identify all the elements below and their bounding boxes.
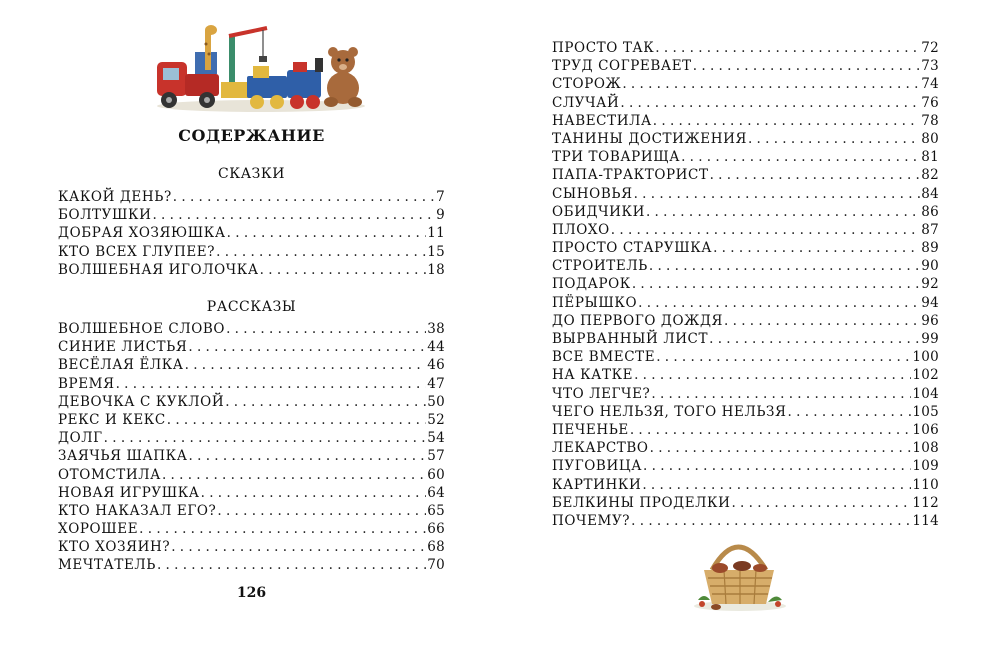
toc-entry-page: 18 [427, 261, 445, 278]
toc-leader-dots [630, 422, 911, 438]
toc-entry [552, 349, 939, 367]
toc-entry [58, 376, 445, 394]
toc-leader-dots [649, 258, 920, 274]
toc-entry-title: ВЫРВАННЫЙ ЛИСТ [552, 331, 709, 347]
toc-entry-title: ТАНИНЫ ДОСТИЖЕНИЯ [552, 130, 747, 147]
toc-entry [58, 394, 445, 412]
toc-entry-page: 112 [912, 494, 939, 511]
toc-entry-page: 99 [921, 331, 939, 347]
toc-leader-dots [116, 376, 427, 392]
toc-leader-dots [157, 557, 426, 573]
toc-entry [552, 458, 939, 476]
toc-entry-title: ЧЕГО НЕЛЬЗЯ, ТОГО НЕЛЬЗЯ [552, 403, 787, 420]
toc-entry-title: БЕЛКИНЫ ПРОДЕЛКИ [552, 494, 731, 511]
toc-entry-page: 87 [921, 221, 939, 238]
toc-leader-dots [189, 448, 427, 464]
toc-entry-page: 109 [912, 458, 939, 475]
toc-entry-page: 65 [427, 502, 445, 519]
toc-leader-dots [656, 349, 911, 365]
toc-entry-page: 50 [427, 393, 445, 410]
toc-entry-title: КАРТИНКИ [552, 476, 642, 493]
toc-entry-page: 73 [921, 58, 939, 75]
page-number: 126 [236, 585, 267, 601]
toc-entry-page: 46 [427, 357, 445, 374]
toc-entry-page: 60 [427, 466, 445, 483]
toc-entry [58, 244, 445, 262]
toc-entry-title: БОЛТУШКИ [58, 207, 152, 224]
toc-entry-page: 11 [427, 225, 445, 242]
toc-entry-page: 52 [427, 411, 445, 428]
toc-entry-title: СТОРОЖ [552, 76, 622, 93]
toc-entry [58, 321, 445, 339]
toc-entry-title: КТО ХОЗЯИН? [58, 539, 171, 556]
toc-entry-page: 74 [921, 76, 939, 93]
toc-leader-dots [655, 40, 920, 56]
toc-leader-dots [634, 186, 921, 202]
toc-entry [58, 225, 445, 243]
toc-entry-page: 110 [912, 476, 939, 493]
toc-leader-dots [622, 76, 920, 92]
toc-entry [58, 262, 445, 280]
toc-entry [552, 422, 939, 440]
toc-entry-title: ВОЛШЕБНАЯ ИГОЛОЧКА [58, 261, 259, 278]
toc-entry [552, 404, 939, 422]
page-title: СОДЕРЖАНИЕ [178, 126, 325, 145]
toc-leader-dots [642, 477, 911, 493]
toc-entry-title: ДЕВОЧКА С КУКЛОЙ [58, 393, 225, 410]
toc-leader-dots [188, 339, 426, 355]
basket-illustration [690, 530, 788, 612]
toc-entry-page: 96 [921, 312, 939, 329]
toc-entry [58, 448, 445, 466]
toc-entry-page: 86 [921, 203, 939, 220]
toc-entry [552, 76, 939, 94]
toc-leader-dots [632, 276, 920, 292]
toc-entry-title: СИНИЕ ЛИСТЬЯ [58, 339, 188, 356]
toc-entry-title: НОВАЯ ИГРУШКА [58, 484, 200, 501]
toc-entry [552, 204, 939, 222]
toc-entry-title: ВСЕ ВМЕСТЕ [552, 349, 656, 366]
toc-entry-title: ПРОСТО ТАК [552, 40, 655, 56]
toc-entry-title: КТО НАКАЗАЛ ЕГО? [58, 502, 217, 519]
toc-entry-title: РЕКС И КЕКС [58, 411, 166, 428]
toc-entry [552, 477, 939, 495]
toc-leader-dots [139, 521, 426, 537]
toc-entry-title: ПЁРЫШКО [552, 294, 638, 311]
toc-entry-page: 64 [427, 484, 445, 501]
toc-leader-dots [653, 113, 920, 129]
toc-entry-title: ДОБРАЯ ХОЗЯЮШКА [58, 225, 226, 242]
toc-entry-page: 94 [921, 294, 939, 311]
toc-list-stories [58, 321, 445, 576]
toc-entry [552, 295, 939, 313]
toc-leader-dots [260, 262, 427, 278]
toc-leader-dots [173, 189, 435, 205]
toc-entry [552, 186, 939, 204]
toc-leader-dots [620, 95, 920, 111]
toc-entry-title: ТРИ ТОВАРИЩА [552, 149, 681, 166]
toc-entry [552, 240, 939, 258]
toc-entry-title: ПЛОХО [552, 221, 610, 238]
toc-entry [552, 58, 939, 76]
toc-entry-page: 54 [427, 430, 445, 447]
toc-entry [552, 331, 939, 349]
toc-leader-dots [152, 207, 435, 223]
toc-entry [552, 131, 939, 149]
toc-entry-title: ТРУД СОГРЕВАЕТ [552, 58, 692, 75]
toc-leader-dots [216, 244, 426, 260]
toys-illustration [155, 22, 367, 114]
toc-entry [58, 503, 445, 521]
toc-entry-title: НА КАТКЕ [552, 367, 634, 384]
toc-entry-title: ДОЛГ [58, 430, 103, 447]
toc-entry [552, 276, 939, 294]
toc-entry-page: 92 [921, 276, 939, 293]
toc-entry-page: 114 [912, 512, 939, 529]
toc-entry [58, 339, 445, 357]
toc-entry-page: 90 [921, 258, 939, 275]
toc-entry-page: 80 [921, 130, 939, 147]
toc-entry-page: 104 [912, 385, 939, 402]
toc-entry-page: 76 [921, 94, 939, 111]
toc-leader-dots [225, 394, 426, 410]
toc-entry [552, 367, 939, 385]
toc-entry-page: 81 [921, 149, 939, 166]
toc-leader-dots [631, 513, 911, 529]
toc-entry [552, 258, 939, 276]
toc-entry [58, 189, 445, 207]
toc-entry-title: ОБИДЧИКИ [552, 203, 645, 220]
toc-entry [552, 495, 939, 513]
toc-entry-title: КТО ВСЕХ ГЛУПЕЕ? [58, 243, 216, 260]
toc-leader-dots [634, 367, 911, 383]
toc-entry-title: ПАПА-ТРАКТОРИСТ [552, 167, 709, 184]
toc-entry [58, 412, 445, 430]
toc-entry [552, 313, 939, 331]
toc-entry [58, 357, 445, 375]
toc-entry-page: 105 [912, 403, 939, 420]
toc-entry [552, 40, 939, 58]
toc-entry-page: 72 [921, 40, 939, 56]
toc-leader-dots [643, 458, 911, 474]
toc-entry-title: ОТОМСТИЛА [58, 466, 161, 483]
toc-entry-page: 102 [912, 367, 939, 384]
section-heading-tales: СКАЗКИ [218, 166, 285, 182]
toc-entry-title: ПОДАРОК [552, 276, 631, 293]
toc-leader-dots [650, 440, 912, 456]
toc-entry-page: 15 [427, 243, 445, 260]
toc-entry [552, 167, 939, 185]
toc-leader-dots [185, 357, 427, 373]
toc-entry-title: ХОРОШЕЕ [58, 521, 139, 538]
toc-entry-title: ПРОСТО СТАРУШКА [552, 240, 713, 257]
toc-entry-page: 82 [921, 167, 939, 184]
toc-entry-page: 100 [912, 349, 939, 366]
toc-entry-title: СЫНОВЬЯ [552, 185, 633, 202]
toc-entry-title: ПОЧЕМУ? [552, 512, 631, 529]
toc-leader-dots [171, 539, 426, 555]
toc-entry-title: ДО ПЕРВОГО ДОЖДЯ [552, 312, 724, 329]
toc-leader-dots [638, 295, 920, 311]
toc-entry-page: 78 [921, 112, 939, 129]
toc-entry-page: 70 [427, 557, 445, 574]
toc-entry-page: 108 [912, 440, 939, 457]
toc-entry-title: ПУГОВИЦА [552, 458, 643, 475]
toc-leader-dots [646, 204, 920, 220]
toc-entry-page: 57 [427, 448, 445, 465]
toc-entry-page: 89 [921, 240, 939, 257]
toc-leader-dots [748, 131, 920, 147]
toc-entry [58, 557, 445, 575]
toc-entry-page: 84 [921, 185, 939, 202]
toc-leader-dots [709, 331, 920, 347]
toc-entry-title: ПЕЧЕНЬЕ [552, 421, 629, 438]
toc-entry-title: НАВЕСТИЛА [552, 112, 652, 129]
toc-entry-title: ЧТО ЛЕГЧЕ? [552, 385, 651, 402]
toc-entry-page: 47 [427, 375, 445, 392]
toc-leader-dots [167, 412, 426, 428]
toc-leader-dots [693, 58, 920, 74]
toc-entry [552, 440, 939, 458]
toc-entry [58, 521, 445, 539]
toc-entry [552, 222, 939, 240]
toc-leader-dots [710, 167, 921, 183]
toc-entry-title: ВРЕМЯ [58, 375, 115, 392]
toc-entry [552, 149, 939, 167]
toc-list-tales [58, 189, 445, 280]
toc-list-continued [552, 40, 939, 531]
toc-entry-page: 9 [436, 207, 445, 224]
toc-leader-dots [226, 321, 426, 337]
section-heading-stories: РАССКАЗЫ [206, 299, 297, 315]
toc-entry-page: 106 [912, 421, 939, 438]
toc-leader-dots [731, 495, 911, 511]
toc-entry [58, 207, 445, 225]
toc-leader-dots [611, 222, 920, 238]
toc-entry-page: 44 [427, 339, 445, 356]
toc-leader-dots [104, 430, 427, 446]
toc-leader-dots [724, 313, 920, 329]
toc-entry-title: ВОЛШЕБНОЕ СЛОВО [58, 321, 226, 337]
toc-leader-dots [201, 485, 427, 501]
toc-entry-title: СЛУЧАЙ [552, 94, 620, 111]
toc-leader-dots [227, 225, 427, 241]
toc-entry-page: 7 [436, 189, 445, 205]
toc-leader-dots [162, 467, 426, 483]
toc-leader-dots [788, 404, 912, 420]
toc-leader-dots [651, 386, 911, 402]
toc-entry-title: ЗАЯЧЬЯ ШАПКА [58, 448, 188, 465]
toc-leader-dots [217, 503, 426, 519]
toc-entry-page: 68 [427, 539, 445, 556]
toc-entry [552, 95, 939, 113]
toc-entry [58, 467, 445, 485]
toc-entry-page: 38 [427, 321, 445, 337]
toc-entry [552, 386, 939, 404]
toc-entry [552, 113, 939, 131]
toc-entry [552, 513, 939, 531]
toc-entry [58, 430, 445, 448]
toc-entry-title: ВЕСЁЛАЯ ЁЛКА [58, 357, 184, 374]
toc-entry-page: 66 [427, 521, 445, 538]
toc-entry-title: МЕЧТАТЕЛЬ [58, 557, 156, 574]
toc-entry [58, 539, 445, 557]
toc-entry-title: ЛЕКАРСТВО [552, 440, 649, 457]
toc-entry [58, 485, 445, 503]
toc-leader-dots [681, 149, 920, 165]
toc-leader-dots [713, 240, 920, 256]
toc-entry-title: СТРОИТЕЛЬ [552, 258, 648, 275]
toc-entry-title: КАКОЙ ДЕНЬ? [58, 189, 172, 205]
